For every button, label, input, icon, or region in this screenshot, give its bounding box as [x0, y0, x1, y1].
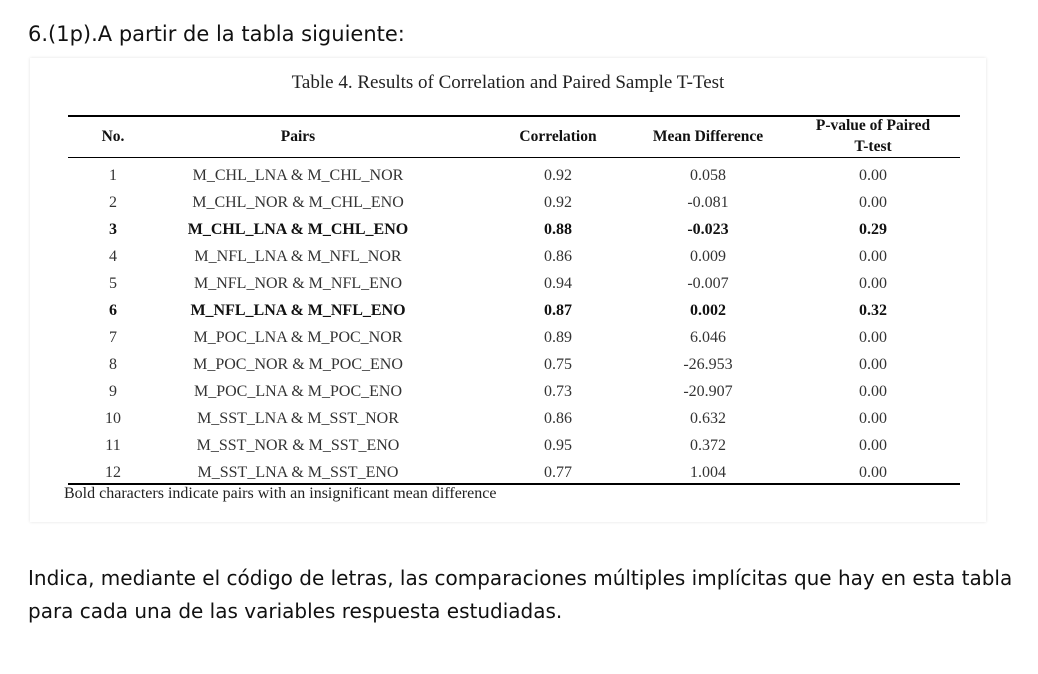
header-p-value-line1: P-value of Paired — [815, 117, 931, 134]
table-row — [68, 245, 960, 272]
cell-no: 2 — [109, 194, 117, 211]
cell-pair: M_CHL_NOR & M_CHL_ENO — [192, 194, 404, 211]
cell-correlation: 0.95 — [544, 437, 572, 454]
instructions-text: Indica, mediante el código de letras, las comparaciones múltiples implícitas que hay en esta tabla para cada una de las variables respuesta estudiadas. — [28, 566, 1013, 623]
table-caption: Table 4. Results of Correlation and Paired Sample T-Test — [291, 72, 725, 93]
cell-mean-difference: -0.081 — [687, 194, 729, 211]
header-no: No. — [101, 128, 125, 145]
cell-mean-difference: 0.632 — [690, 410, 726, 427]
cell-p-value: 0.00 — [859, 410, 887, 427]
cell-pair: M_NFL_LNA & M_NFL_NOR — [194, 248, 402, 265]
table-image-panel — [30, 58, 986, 522]
cell-no: 4 — [109, 248, 117, 265]
cell-no: 12 — [105, 464, 121, 481]
cell-p-value: 0.00 — [859, 329, 887, 346]
cell-p-value: 0.00 — [859, 167, 887, 184]
cell-pair: M_SST_LNA & M_SST_NOR — [197, 410, 399, 427]
cell-no: 5 — [109, 275, 117, 292]
cell-mean-difference: -20.907 — [683, 383, 733, 400]
cell-p-value: 0.00 — [859, 464, 887, 481]
table-row — [68, 326, 960, 353]
cell-no: 9 — [109, 383, 117, 400]
cell-p-value: 0.32 — [859, 302, 887, 319]
header-mean-difference: Mean Difference — [652, 128, 764, 145]
table-row — [68, 218, 960, 245]
table-row — [68, 272, 960, 299]
table-row — [68, 299, 960, 326]
cell-no: 3 — [109, 221, 117, 238]
cell-correlation: 0.92 — [544, 167, 572, 184]
cell-pair: M_SST_LNA & M_SST_ENO — [197, 464, 399, 481]
cell-pair: M_POC_LNA & M_POC_NOR — [193, 329, 403, 346]
cell-pair: M_CHL_LNA & M_CHL_NOR — [192, 167, 404, 184]
cell-p-value: 0.00 — [859, 248, 887, 265]
cell-mean-difference: -0.007 — [687, 275, 729, 292]
table-row — [68, 191, 960, 218]
cell-no: 11 — [105, 437, 121, 454]
cell-no: 7 — [109, 329, 117, 346]
cell-pair: M_NFL_NOR & M_NFL_ENO — [193, 275, 402, 292]
table-row — [68, 353, 960, 380]
cell-p-value: 0.00 — [859, 194, 887, 211]
cell-mean-difference: 6.046 — [690, 329, 726, 346]
cell-correlation: 0.77 — [544, 464, 572, 481]
cell-correlation: 0.73 — [544, 383, 572, 400]
cell-correlation: 0.89 — [544, 329, 572, 346]
cell-correlation: 0.94 — [544, 275, 572, 292]
cell-pair: M_SST_NOR & M_SST_ENO — [196, 437, 400, 454]
cell-pair: M_NFL_LNA & M_NFL_ENO — [190, 302, 406, 319]
cell-mean-difference: 0.372 — [690, 437, 726, 454]
cell-no: 8 — [109, 356, 117, 373]
table-header-rule — [68, 157, 960, 158]
table-row — [68, 407, 960, 434]
header-p-value — [783, 115, 963, 157]
cell-mean-difference: 0.002 — [690, 302, 726, 319]
cell-correlation: 0.86 — [544, 248, 572, 265]
header-pairs: Pairs — [280, 128, 316, 145]
cell-correlation: 0.86 — [544, 410, 572, 427]
cell-mean-difference: -0.023 — [687, 221, 729, 238]
cell-p-value: 0.29 — [859, 221, 887, 238]
question-title: 6.(1p).A partir de la tabla siguiente: — [28, 22, 405, 46]
table-row — [68, 380, 960, 407]
table-row — [68, 434, 960, 461]
cell-no: 10 — [105, 410, 121, 427]
cell-correlation: 0.92 — [544, 194, 572, 211]
header-correlation: Correlation — [519, 128, 597, 145]
cell-pair: M_POC_NOR & M_POC_ENO — [193, 356, 403, 373]
cell-pair: M_POC_LNA & M_POC_ENO — [193, 383, 403, 400]
cell-mean-difference: 1.004 — [690, 464, 726, 481]
table-body — [68, 164, 960, 488]
cell-mean-difference: -26.953 — [683, 356, 733, 373]
cell-correlation: 0.87 — [544, 302, 572, 319]
header-p-value-line2: T-test — [854, 138, 892, 155]
cell-mean-difference: 0.009 — [690, 248, 726, 265]
cell-pair: M_CHL_LNA & M_CHL_ENO — [187, 221, 409, 238]
table-footnote: Bold characters indicate pairs with an insignificant mean difference — [64, 485, 497, 502]
cell-p-value: 0.00 — [859, 383, 887, 400]
cell-mean-difference: 0.058 — [690, 167, 726, 184]
cell-correlation: 0.75 — [544, 356, 572, 373]
cell-no: 1 — [109, 167, 117, 184]
cell-correlation: 0.88 — [544, 221, 572, 238]
cell-p-value: 0.00 — [859, 356, 887, 373]
cell-no: 6 — [109, 302, 117, 319]
cell-p-value: 0.00 — [859, 275, 887, 292]
cell-p-value: 0.00 — [859, 437, 887, 454]
table-row — [68, 164, 960, 191]
